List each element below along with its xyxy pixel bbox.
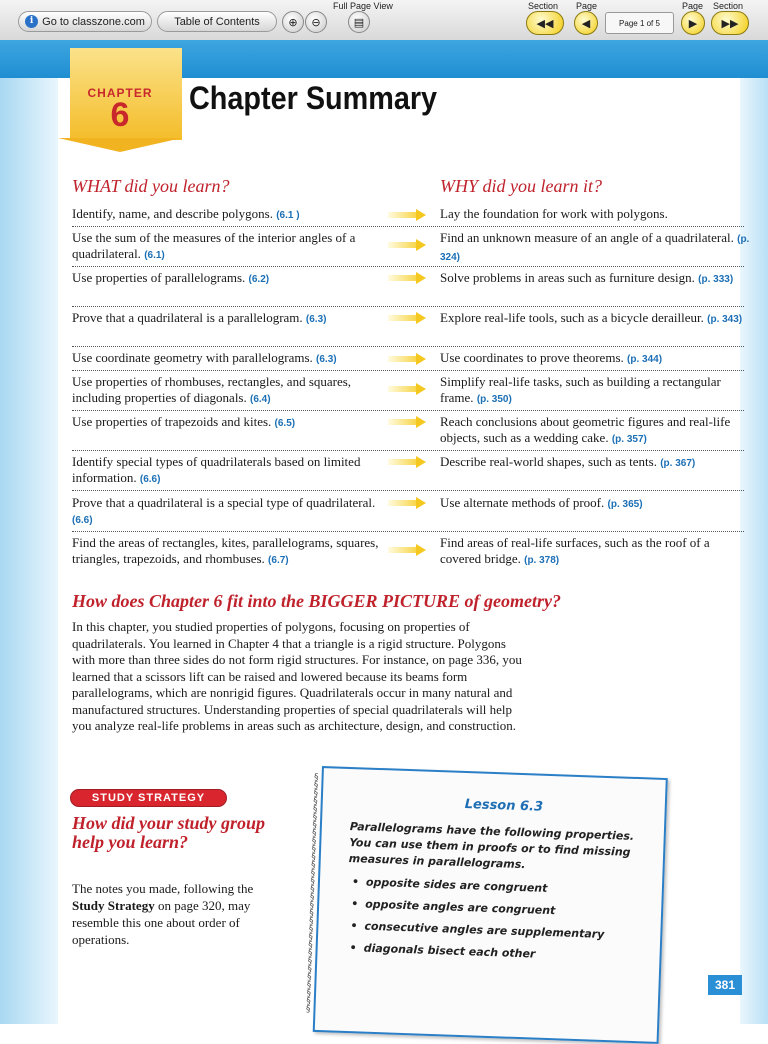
arrow-icon bbox=[388, 209, 428, 221]
what-text: Use properties of trapezoids and kites. bbox=[72, 414, 272, 429]
what-text: Use coordinate geometry with parallelograms. bbox=[72, 350, 313, 365]
zoom-out-icon[interactable]: ⊖ bbox=[305, 11, 327, 33]
chapter-number: 6 bbox=[110, 96, 130, 134]
classzone-button[interactable] bbox=[18, 11, 152, 32]
what-ref: (6.5) bbox=[274, 418, 296, 429]
study-text-bold: Study Strategy bbox=[72, 898, 155, 913]
what-cell bbox=[72, 454, 382, 488]
why-ref: (p. 343) bbox=[707, 314, 743, 325]
why-cell bbox=[440, 454, 750, 472]
why-text: Describe real-world shapes, such as tents. bbox=[440, 454, 657, 469]
table-row bbox=[72, 372, 744, 411]
page-number: 381 bbox=[708, 975, 742, 995]
arrow-icon bbox=[388, 544, 428, 556]
what-text: Use properties of rhombuses, rectangles, and squares, including properties of diagonals. bbox=[72, 374, 352, 405]
info-icon: i bbox=[25, 15, 38, 28]
arrow-icon bbox=[388, 497, 428, 509]
what-ref: (6.6) bbox=[139, 474, 161, 485]
why-ref: (p. 357) bbox=[611, 434, 647, 445]
what-ref: (6.4) bbox=[250, 394, 271, 405]
list-item: • consecutive angles are supplementary bbox=[350, 915, 641, 947]
arrow-icon bbox=[388, 353, 428, 365]
why-ref: (p. 344) bbox=[627, 354, 663, 365]
what-ref: (6.1) bbox=[144, 250, 165, 261]
study-text-after: on page 320, may resemble this one about order of operations. bbox=[72, 898, 251, 947]
toolbar bbox=[0, 0, 768, 41]
notebook-intro: Parallelograms have the following properties. You can use them in proofs or to find missing measures in parallelograms. bbox=[348, 820, 635, 872]
what-cell bbox=[72, 350, 382, 368]
arrow-icon bbox=[388, 416, 428, 428]
why-cell bbox=[440, 230, 750, 266]
section-caption-right: Section bbox=[713, 1, 744, 11]
why-ref: (p. 367) bbox=[660, 458, 696, 469]
what-text: Use the sum of the measures of the interior angles of a quadrilateral. bbox=[72, 230, 356, 261]
what-ref: (6.7) bbox=[268, 555, 289, 566]
previous-page-icon[interactable]: ◀ bbox=[574, 11, 598, 35]
why-cell bbox=[440, 535, 750, 569]
what-cell bbox=[72, 414, 382, 432]
bigger-picture-heading: How does Chapter 6 fit into the BIGGER PICTURE of geometry? bbox=[72, 591, 562, 611]
spiral-binding-icon: § § § § § § § § § § § § § § § § § § § § § § § § § § § § § § bbox=[305, 772, 320, 1015]
what-cell bbox=[72, 270, 382, 288]
arrow-icon bbox=[388, 239, 428, 251]
arrow-icon bbox=[388, 312, 428, 324]
why-text: Find areas of real-life surfaces, such as the roof of a covered bridge. bbox=[440, 535, 710, 566]
list-item: • opposite sides are congruent bbox=[352, 871, 643, 903]
why-ref: (p. 333) bbox=[698, 274, 734, 285]
toc-label: Table of Contents bbox=[174, 15, 260, 28]
why-heading: WHY did you learn it? bbox=[440, 176, 602, 196]
table-of-contents-button[interactable] bbox=[157, 11, 277, 32]
what-text: Identify, name, and describe polygons. bbox=[72, 206, 273, 221]
arrow-icon bbox=[388, 272, 428, 284]
what-text: Find the areas of rectangles, kites, parallelograms, squares, triangles, trapezoids, and rhombuses. bbox=[72, 535, 379, 566]
why-cell bbox=[440, 374, 750, 408]
what-cell bbox=[72, 206, 382, 224]
table-row bbox=[72, 308, 744, 347]
why-cell bbox=[440, 350, 750, 368]
table-row bbox=[72, 493, 744, 532]
notebook-card bbox=[305, 766, 668, 1044]
arrow-icon bbox=[388, 383, 428, 395]
why-text: Reach conclusions about geometric figures and real-life objects, such as a wedding cake. bbox=[440, 414, 731, 445]
next-page-icon[interactable]: ▶ bbox=[681, 11, 705, 35]
notebook-title: Lesson 6.3 bbox=[464, 797, 544, 815]
table-row bbox=[72, 268, 744, 307]
what-text: Prove that a quadrilateral is a special type of quadrilateral. bbox=[72, 495, 376, 510]
why-cell bbox=[440, 206, 750, 224]
what-cell bbox=[72, 495, 382, 529]
what-ref: (6.2) bbox=[248, 274, 270, 285]
next-section-icon[interactable]: ▶▶ bbox=[711, 11, 749, 35]
why-cell bbox=[440, 414, 750, 448]
study-strategy-text bbox=[72, 880, 282, 948]
what-cell bbox=[72, 535, 382, 569]
what-cell bbox=[72, 310, 382, 328]
page-caption-right: Page bbox=[682, 1, 704, 11]
why-cell bbox=[440, 270, 750, 288]
study-text-before: The notes you made, following the bbox=[72, 881, 254, 896]
why-text: Explore real-life tools, such as a bicycle derailleur. bbox=[440, 310, 704, 325]
why-text: Simplify real-life tasks, such as building a rectangular frame. bbox=[440, 374, 721, 405]
full-page-view-caption: Full Page View bbox=[333, 1, 393, 11]
chapter-word: CHAPTER bbox=[87, 86, 153, 100]
why-text: Use alternate methods of proof. bbox=[440, 495, 605, 510]
what-heading: WHAT did you learn? bbox=[72, 176, 230, 196]
arrow-icon bbox=[388, 456, 428, 468]
zoom-in-icon[interactable]: ⊕ bbox=[282, 11, 304, 33]
page-indicator: Page 1 of 5 bbox=[605, 12, 674, 34]
list-item: • diagonals bisect each other bbox=[349, 937, 640, 969]
bigger-picture-text: In this chapter, you studied properties of polygons, focusing on properties of quadrilaterals. You learned in Chapter 4 that a triangle is a rigid structure. Polygons with more than three sides do not form rigid structures. For instance, on page 336, you learned that a scissors lift can be raised and lowered because its beams form parallelograms, which are nonrigid figures. Quadrilaterals occur in many natural and manufactured structures. Understanding properties of special quadrilaterals will help you analyze real-life problems in areas such as architecture, design, and construction. bbox=[72, 619, 522, 733]
study-strategy-heading: How did your study group help you learn? bbox=[72, 813, 266, 852]
what-text: Identify special types of quadrilaterals based on limited information. bbox=[72, 454, 361, 485]
table-row bbox=[72, 348, 744, 371]
what-cell bbox=[72, 230, 382, 264]
why-cell bbox=[440, 310, 750, 328]
why-cell bbox=[440, 495, 750, 513]
what-cell bbox=[72, 374, 382, 408]
what-text: Prove that a quadrilateral is a parallelogram. bbox=[72, 310, 303, 325]
why-text: Use coordinates to prove theorems. bbox=[440, 350, 624, 365]
what-ref: (6.3) bbox=[305, 314, 327, 325]
section-caption-left: Section bbox=[528, 1, 559, 11]
why-ref: (p. 324) bbox=[440, 234, 750, 263]
what-text: Use properties of parallelograms. bbox=[72, 270, 246, 285]
what-ref: (6.6) bbox=[72, 515, 93, 526]
page-title: Chapter Summary bbox=[189, 80, 438, 116]
why-ref: (p. 378) bbox=[524, 555, 560, 566]
study-strategy-badge: STUDY STRATEGY bbox=[70, 789, 227, 807]
classzone-label: Go to classzone.com bbox=[42, 15, 145, 28]
why-text: Solve problems in areas such as furniture design. bbox=[440, 270, 695, 285]
table-row bbox=[72, 228, 750, 267]
notebook-list bbox=[349, 871, 642, 969]
why-text: Lay the foundation for work with polygons. bbox=[440, 206, 668, 221]
list-item: • opposite angles are congruent bbox=[351, 893, 642, 925]
left-margin-strip bbox=[0, 78, 58, 1024]
what-ref: (6.1 ) bbox=[276, 210, 300, 221]
table-row bbox=[72, 204, 744, 227]
previous-section-icon[interactable]: ◀◀ bbox=[526, 11, 564, 35]
why-text: Find an unknown measure of an angle of a quadrilateral. bbox=[440, 230, 734, 245]
table-row bbox=[72, 452, 744, 491]
table-row bbox=[72, 533, 744, 571]
chapter-tab-arrow bbox=[58, 138, 182, 152]
table-row bbox=[72, 412, 744, 451]
page-caption-left: Page bbox=[576, 1, 598, 11]
full-page-view-icon[interactable]: ▤ bbox=[348, 11, 370, 33]
why-ref: (p. 365) bbox=[607, 499, 643, 510]
why-ref: (p. 350) bbox=[476, 394, 512, 405]
what-ref: (6.3) bbox=[316, 354, 337, 365]
